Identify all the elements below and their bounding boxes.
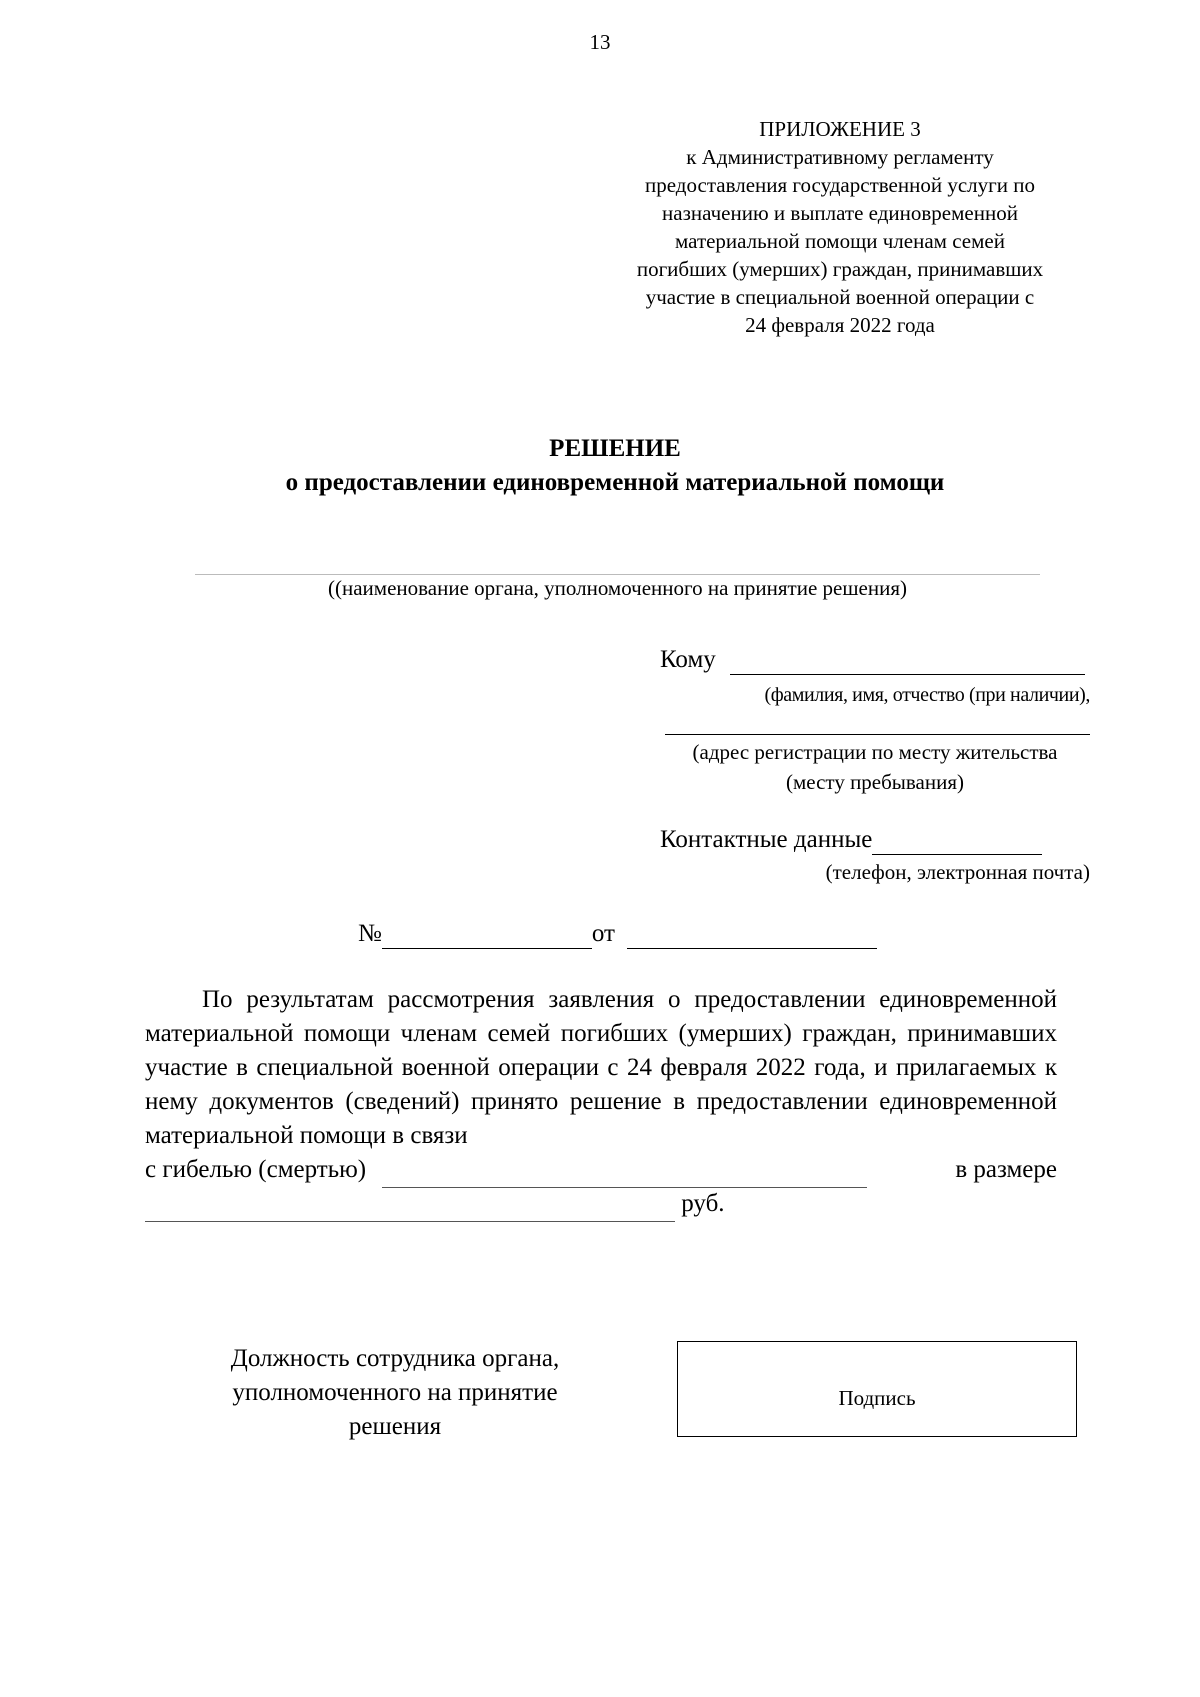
contacts-caption: (телефон, электронная почта) xyxy=(825,860,1090,884)
death-label: с гибелью (смертью) xyxy=(145,1156,367,1183)
decision-paragraph xyxy=(145,983,1057,1153)
address-field[interactable] xyxy=(665,734,1090,735)
signature-label: Подпись xyxy=(838,1385,916,1410)
appendix-block xyxy=(590,115,1090,339)
appendix-line: участие в специальной военной операции с xyxy=(645,285,1035,309)
appendix-line: к Административному регламенту xyxy=(686,145,994,169)
address-caption-line: (адрес регистрации по месту жительства xyxy=(692,740,1058,764)
contacts-row xyxy=(660,826,1042,855)
page-number: 13 xyxy=(589,30,611,54)
address-caption-line: (месту пребывания) xyxy=(785,770,965,794)
appendix-line: погибших (умерших) граждан, принимавших xyxy=(636,257,1044,281)
address-caption xyxy=(660,737,1090,797)
size-label: в размере xyxy=(955,1156,1057,1183)
contacts-label: Контактные данные xyxy=(660,826,873,853)
recipient-name-field[interactable] xyxy=(730,646,1085,675)
death-cause-field[interactable] xyxy=(382,1153,867,1188)
employee-position-label: Должность сотрудника органа, уполномоченного на принятие решения xyxy=(230,1345,560,1440)
death-cause-row xyxy=(145,1153,1057,1188)
number-date-row xyxy=(358,920,877,949)
number-label: № xyxy=(358,920,382,947)
sum-field[interactable] xyxy=(145,1187,675,1222)
signature-box[interactable] xyxy=(677,1341,1077,1437)
document-subtitle: о предоставлении единовременной материальной помощи xyxy=(285,469,945,496)
number-field[interactable] xyxy=(382,920,592,949)
sum-row xyxy=(145,1187,725,1222)
currency-label: руб. xyxy=(681,1190,725,1217)
to-label: Кому xyxy=(660,646,716,673)
fio-caption: (фамилия, имя, отчество (при наличии), xyxy=(764,684,1090,706)
appendix-line: назначению и выплате единовременной xyxy=(662,201,1018,225)
org-name-line[interactable] xyxy=(195,574,1040,575)
appendix-line: 24 февраля 2022 года xyxy=(745,313,935,337)
recipient-row xyxy=(660,646,1085,675)
org-name-caption: ((наименование органа, уполномоченного на принятие решения) xyxy=(328,576,907,600)
contacts-field[interactable] xyxy=(872,826,1042,855)
document-title: РЕШЕНИЕ xyxy=(549,435,681,462)
decision-paragraph-text: По результатам рассмотрения заявления о предоставлении единовременной материальной помощи членам семей погибших (умерших) граждан, принимавших участие в специальной военной операции с 24 февраля 2022 года, и прилагаемых к нему документов (сведений) принято решение в предоставлении единовременной материальной помощи в связи xyxy=(145,986,1057,1149)
appendix-line: материальной помощи членам семей xyxy=(675,229,1005,253)
appendix-line: предоставления государственной услуги по xyxy=(645,173,1035,197)
from-label: от xyxy=(591,920,615,947)
appendix-line: ПРИЛОЖЕНИЕ 3 xyxy=(759,117,921,141)
date-field[interactable] xyxy=(627,920,877,949)
